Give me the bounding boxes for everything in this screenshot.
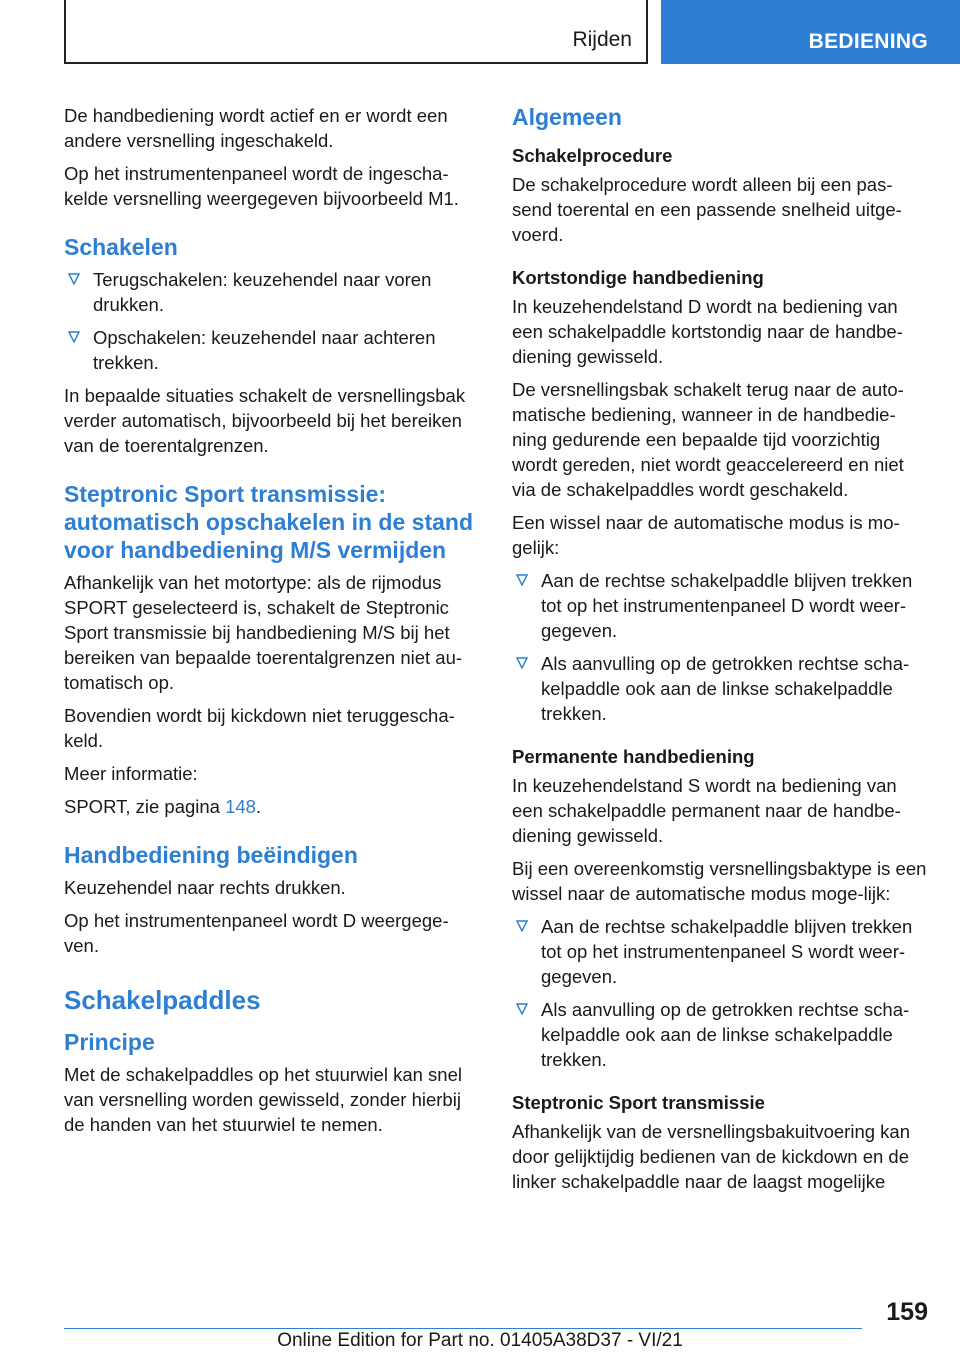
page-link[interactable]: 148 bbox=[225, 796, 256, 817]
subheading-kortstondig: Kortstondige handbediening bbox=[512, 267, 764, 288]
list-item bbox=[512, 997, 928, 1072]
list-item bbox=[512, 914, 928, 989]
paragraph: In keuzehendelstand D wordt na bediening van een schakelpaddle kortstondig naar de handbe-diening gewisseld. bbox=[512, 296, 903, 367]
paragraph: Op het instrumentenpaneel wordt de ingescha-kelde versnelling weergegeven bijvoorbeeld M1. bbox=[64, 163, 459, 209]
paragraph: Meer informatie: bbox=[64, 763, 198, 784]
list-item bbox=[512, 568, 928, 643]
heading-algemeen: Algemeen bbox=[512, 104, 622, 130]
paragraph: Met de schakelpaddles op het stuurwiel kan snel van versnelling worden gewisseld, zonder hierbij de handen van het stuurwiel te nemen. bbox=[64, 1064, 462, 1135]
paragraph: De versnellingsbak schakelt terug naar de auto-matische bediening, wanneer in de handbedie-ning gedurende een bepaalde tijd voorzichtig wordt gereden, niet wordt geaccelereerd en niet via de schakelpaddles wordt geschakeld. bbox=[512, 379, 904, 500]
triangle-bullet-icon bbox=[68, 331, 80, 343]
paragraph: Bovendien wordt bij kickdown niet teruggescha-keld. bbox=[64, 705, 455, 751]
right-column bbox=[512, 103, 928, 1202]
heading-steptronic-opschakelen: Steptronic Sport transmissie: automatisch opschakelen in de stand voor handbediening M/S vermijden bbox=[64, 481, 473, 563]
heading-handbediening-beeindigen: Handbediening beëindigen bbox=[64, 842, 358, 868]
header-section-tab bbox=[661, 0, 960, 64]
triangle-bullet-icon bbox=[516, 1003, 528, 1015]
list-item-text: Opschakelen: keuzehendel naar achteren trekken. bbox=[93, 327, 436, 373]
list-item bbox=[512, 651, 928, 726]
paragraph: Keuzehendel naar rechts drukken. bbox=[64, 877, 346, 898]
bullet-list bbox=[512, 914, 928, 1072]
heading-schakelen: Schakelen bbox=[64, 234, 178, 260]
reference-end: . bbox=[255, 796, 262, 817]
page-number: 159 bbox=[886, 1298, 928, 1326]
bullet-list bbox=[512, 568, 928, 726]
paragraph: In keuzehendelstand S wordt na bediening van een schakelpaddle permanent naar de handbe-diening gewisseld. bbox=[512, 775, 901, 846]
paragraph: Een wissel naar de automatische modus is mo-gelijk: bbox=[512, 512, 900, 558]
paragraph: Afhankelijk van het motortype: als de rijmodus SPORT geselecteerd is, schakelt de Steptronic Sport transmissie bij handbediening M/S bij het bereiken van bepaalde toerentalgrenzen niet au-tomatisch op. bbox=[64, 572, 463, 693]
list-item-text: Als aanvulling op de getrokken rechtse scha-kelpaddle ook aan de linkse schakelpaddle trekken. bbox=[541, 653, 910, 724]
left-column bbox=[64, 103, 478, 1145]
footer-divider bbox=[64, 1328, 862, 1329]
list-item-text: Als aanvulling op de getrokken rechtse scha-kelpaddle ook aan de linkse schakelpaddle trekken. bbox=[541, 999, 910, 1070]
chapter-title: Rijden bbox=[572, 28, 632, 51]
paragraph: Op het instrumentenpaneel wordt D weergege-ven. bbox=[64, 910, 449, 956]
paragraph: In bepaalde situaties schakelt de versnellingsbak verder automatisch, bijvoorbeeld bij het bereiken van de toerentalgrenzen. bbox=[64, 385, 466, 456]
subheading-schakelprocedure: Schakelprocedure bbox=[512, 145, 673, 166]
triangle-bullet-icon bbox=[516, 657, 528, 669]
reference-text: SPORT, zie pagina bbox=[64, 796, 226, 817]
paragraph: Afhankelijk van de versnellingsbakuitvoering kan door gelijktijdig bedienen van de kickdown en de linker schakelpaddle naar de laagst mogelijke bbox=[512, 1121, 910, 1192]
subheading-steptronic-sport: Steptronic Sport transmissie bbox=[512, 1092, 765, 1113]
paragraph: Bij een overeenkomstig versnellingsbaktype is een wissel naar de automatische modus moge-lijk: bbox=[512, 858, 927, 904]
subheading-permanent: Permanente handbediening bbox=[512, 746, 755, 767]
footer-edition bbox=[0, 1330, 960, 1352]
triangle-bullet-icon bbox=[516, 920, 528, 932]
heading-principe: Principe bbox=[64, 1029, 155, 1055]
heading-schakelpaddles: Schakelpaddles bbox=[64, 985, 261, 1015]
list-item bbox=[64, 325, 478, 375]
list-item-text: Aan de rechtse schakelpaddle blijven trekken tot op het instrumentenpaneel D wordt weer-gegeven. bbox=[541, 570, 913, 641]
header-chapter-tab bbox=[64, 0, 648, 64]
bullet-list bbox=[64, 267, 478, 375]
section-title: BEDIENING bbox=[808, 30, 928, 53]
paragraph: De handbediening wordt actief en er wordt een andere versnelling ingeschakeld. bbox=[64, 105, 448, 151]
list-item-text: Aan de rechtse schakelpaddle blijven trekken tot op het instrumentenpaneel S wordt weer-gegeven. bbox=[541, 916, 913, 987]
triangle-bullet-icon bbox=[516, 574, 528, 586]
list-item-text: Terugschakelen: keuzehendel naar voren drukken. bbox=[93, 269, 432, 315]
page-reference bbox=[64, 794, 478, 819]
edition-text: Online Edition for Part no. 01405A38D37 - VI/21 bbox=[277, 1330, 683, 1351]
triangle-bullet-icon bbox=[68, 273, 80, 285]
list-item bbox=[64, 267, 478, 317]
paragraph: De schakelprocedure wordt alleen bij een pas-send toerental en een passende snelheid uitge-voerd. bbox=[512, 174, 902, 245]
